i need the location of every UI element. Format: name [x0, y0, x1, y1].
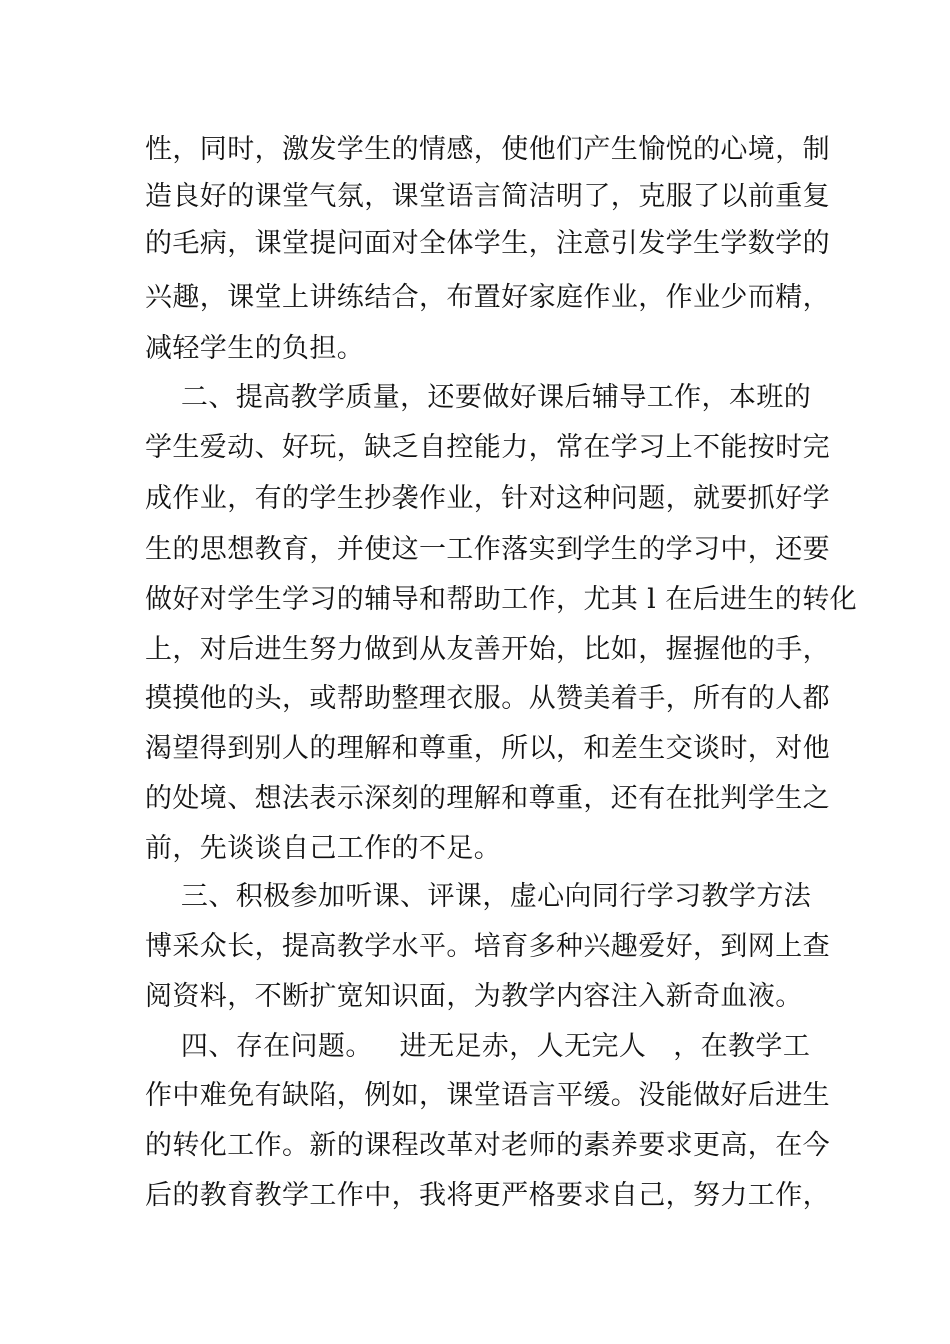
text-line: 成作业，有的学生抄袭作业，针对这种问题，就要抓好学 — [145, 483, 830, 514]
text-line: 的毛病，课堂提问面对全体学生，注意引发学生学数学的 — [145, 228, 830, 259]
text-line: 作中难免有缺陷，例如，课堂语言平缓。没能做好后进生 — [145, 1080, 830, 1111]
text-line: 学生爱动、好玩，缺乏自控能力，常在学习上不能按时完 — [145, 432, 830, 463]
text-line: 兴趣，课堂上讲练结合，布置好家庭作业，作业少而精， — [145, 282, 830, 313]
text-line: 造良好的课堂气氛，课堂语言简洁明了，克服了以前重复 — [145, 181, 830, 212]
text-line: 做好对学生学习的辅导和帮助工作，尤其 l 在后进生的转化 — [145, 584, 857, 615]
text-line: 摸摸他的头，或帮助整理衣服。从赞美着手，所有的人都 — [145, 683, 830, 714]
text-line: 渴望得到别人的理解和尊重，所以，和差生交谈时，对他 — [145, 733, 830, 764]
text-line: 生的思想教育，并使这一工作落实到学生的学习中，还要 — [145, 534, 830, 565]
text-line: 减轻学生的负担。 — [145, 333, 365, 364]
text-line: 的转化工作。新的课程改革对老师的素养要求更高，在今 — [145, 1130, 830, 1161]
text-line: 前，先谈谈自己工作的不足。 — [145, 833, 502, 864]
text-line: 阅资料，不断扩宽知识面，为教学内容注入新奇血液。 — [145, 981, 803, 1012]
paragraph-three-start: 三、积极参加听课、评课，虚心向同行学习教学方法 — [145, 881, 812, 912]
text-line: 博采众长，提高教学水平。培育多种兴趣爱好，到网上查 — [145, 931, 830, 962]
text-line: 上，对后进生努力做到从友善开始，比如，握握他的手， — [145, 634, 830, 665]
text-line: 性，同时，激发学生的情感，使他们产生愉悦的心境，制 — [145, 134, 830, 165]
text-line: 后的教育教学工作中，我将更严格要求自己，努力工作， — [145, 1180, 830, 1211]
paragraph-two-start: 二、提高教学质量，还要做好课后辅导工作，本班的 — [145, 382, 812, 413]
text-line: 的处境、想法表示深刻的理解和尊重，还有在批判学生之 — [145, 783, 830, 814]
paragraph-four-start: 四、存在问题。 进无足赤，人无完人 ，在教学工 — [145, 1031, 811, 1062]
